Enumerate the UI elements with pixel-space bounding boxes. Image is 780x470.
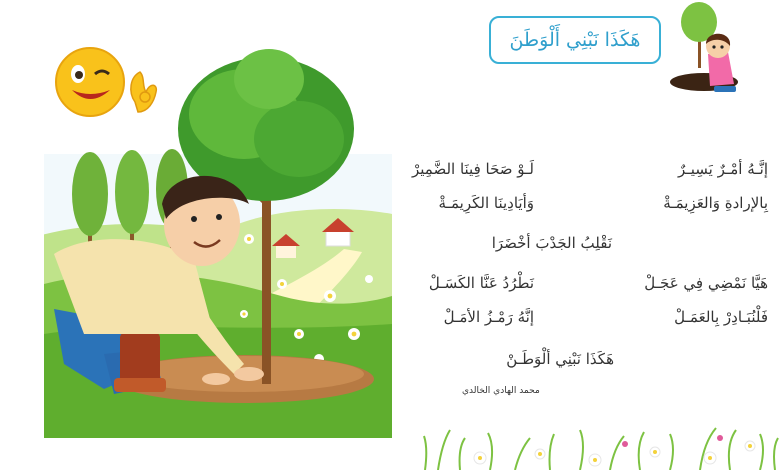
girl-planting-icon [668,2,748,94]
verse: هَيَّا نَمْضِي فِي عَجَـلْ [644,274,768,292]
refrain-verse: نَقْلِبُ الجَدْبَ أخْضَرَا [491,234,612,252]
verse: لَـوْ صَحَا فِينَا الضَّمِيرْ [411,160,534,178]
closing-verse: هَكَذَا نَبْنِي ألْوَطَـنْ [506,350,614,368]
verse: إنَّهُ رَمْـزُ الأمَـلْ [443,308,534,326]
verse: نَطْرُدُ عَنَّا الكَسَـلْ [428,274,534,292]
verse: وَأيَادِينَا الكَرِيمَـةْ [438,194,534,212]
author-name: محمد الهادي الخالدي [462,386,540,396]
verse: بِالإرادةِ وَالعَزِيمَـةْ [663,194,768,212]
verse: فَلْنُبَـادِرْ بِالعَمَـلْ [674,308,768,326]
grass-flowers-decoration [420,408,780,470]
winking-smiley-icon [50,42,165,122]
verse: إنَّـهُ أمْـرٌ يَسِيـرٌ [678,160,768,178]
poem-title: هَكَذَا نَبْنِي أَلْوَطَنَ [489,16,661,64]
